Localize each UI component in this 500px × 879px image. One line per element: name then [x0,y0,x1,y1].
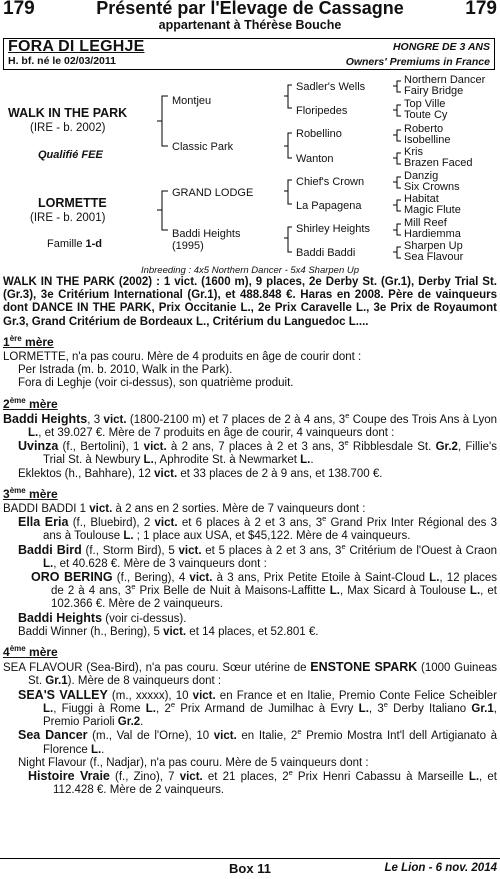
gen4-name: Sharpen Up [404,240,463,252]
gen2-dam-dam-year: (1995) [172,240,204,252]
produce-ella-eria: Ella Eria (f., Bluebird), 2 vict. et 6 places à 2 et 3 ans, 3e Grand Prix Inter Régional des 3 ans à Toulouse L. ; 1 place aux USA, et $45,122. Mère de 4 vainqueurs. [18,514,498,543]
produce-baddi-heights: Baddi Heights (voir ci-dessus). [18,610,187,625]
gen2-dam-dam: Baddi Heights [172,228,241,240]
gen3-name: La Papagena [296,200,362,212]
produce-uvinza: Uvinza (f., Bertolini), 1 vict. à 2 ans, 7 places à 2 et 3 ans, 3e Ribblesdale St. Gr.2, Fillie's Trial St. à Newbury L., Aphrodite St. à Newmarket L.. [18,438,497,467]
gen4-name: Northern Dancer [404,74,486,86]
owners-premiums: Owners' Premiums in France [345,56,490,68]
gen2-sire: Montjeu [172,95,212,107]
bracket-classic-park [284,133,292,158]
produce-oro-bering: ORO BERING (f., Bering), 4 vict. à 3 ans, Prix Petite Etoile à Saint-Cloud L., 12 places de 2 à 4 ans, 3e Prix Belle de Nuit à Maisons-Laffitte L., Max Sicard à Toulouse L., et 102.366 €. Mère de 2 vainqueurs. [31,570,498,611]
gen3-name: Wanton [296,153,334,165]
gen4-name: Mill Reef [404,217,447,229]
dam-info: (IRE - b. 2001) [30,212,106,224]
catalogue-header [0,0,500,38]
bracket-sire [157,96,168,146]
box-number: Box 11 [229,861,271,876]
sire-info: (IRE - b. 2002) [30,122,106,134]
gen4-name: Sea Flavour [404,251,464,263]
gen4-name: Brazen Faced [404,157,473,169]
lot-number-left: 179 [3,0,35,19]
bracket-montjeu [284,85,292,108]
gen4-name: Kris [404,146,423,158]
section-heading-1ere-mere: 1ère mère [3,333,54,349]
gen4-name: Fairy Bridge [404,85,464,97]
horse-title-box [3,38,495,70]
horse-name: FORA DI LEGHJE [8,38,145,55]
page-footer [0,858,500,879]
produce-seas-valley: SEA'S VALLEY (m., xxxxx), 10 vict. en France et en Italie, Premio Conte Felice Scheibler L., Fiuggi à Rome L., 2e Prix Armand de Jumilhac à Evry L., 3e Derby Italiano Gr.1, Premio Parioli Gr.2. [18,687,497,729]
gen4-name: Top Ville [404,98,446,110]
gen4-name: Roberto [404,123,444,135]
second-dam-text: Baddi Heights, 3 vict. (1800-2100 m) et 7 places de 2 à 4 ans, 3e Coupe des Trois Ans à Lyon L., et 39.027 €. Mère de 7 produits en âge de courir, 4 vainqueurs dont : [3,411,497,440]
horse-sex-age: HONGRE DE 3 ANS [392,41,490,53]
gen4-name: Danzig [404,170,439,182]
horse-birth: H. bf. né le 02/03/2011 [8,55,116,67]
qualifie-label: Qualifié FEE [38,149,103,161]
first-dam-text: LORMETTE, n'a pas couru. Mère de 4 produits en âge de courir dont : [3,351,362,364]
third-dam-text: BADDI BADDI 1 vict. à 2 ans en 2 sorties. Mère de 7 vainqueurs dont : [3,503,366,516]
section-heading-2eme-mere: 2ème mère [3,395,58,411]
produce-baddi-winner: Baddi Winner (h., Bering), 5 vict. et 14 places, et 52.801 €. [18,625,319,638]
gen4-name: Toute Cy [404,109,448,121]
pedigree-chart [0,72,500,272]
produce-sea-dancer: Sea Dancer (m., Val de l'Orne), 10 vict. en Italie, 2e Premio Mostra Int'l dell Artigianato à Florence L.. [18,727,497,756]
lot-number-right: 179 [465,0,497,19]
catalogue-text [3,276,497,797]
inbreeding-note: Inbreeding : 4x5 Northern Dancer - 5x4 Sharpen Up [140,265,360,276]
presenter-line: Présenté par l'Elevage de Cassagne [96,0,404,18]
gen2-sire-dam: Classic Park [172,141,234,153]
produce-eklektos: Eklektos (h., Bahhare), 12 vict. et 33 places de 2 à 9 ans, et 138.700 €. [18,467,383,480]
sire-name: WALK IN THE PARK [8,106,128,120]
bracket-grand-lodge [284,180,292,204]
gen4-name: Hardiemma [404,228,461,240]
gen3-name: Floripedes [296,105,348,117]
gen4-name: Habitat [404,193,439,205]
bracket-dam [157,191,168,230]
owner-line: appartenant à Thérèse Bouche [158,18,342,32]
gen3-name: Sadler's Wells [296,81,366,93]
produce-item: Per Istrada (m. b. 2010, Walk in the Park). [18,364,233,377]
bracket-baddi-heights [284,227,292,252]
gen2-dam-sire: GRAND LODGE [172,187,254,199]
gen3-name: Chief's Crown [296,176,365,188]
sale-date: Le Lion - 6 nov. 2014 [384,862,497,874]
dam-name: LORMETTE [38,196,107,210]
section-heading-4eme-mere: 4ème mère [3,644,58,660]
gen3-name: Baddi Baddi [296,247,356,259]
produce-night-flavour: Night Flavour (f., Nadjar), n'a pas couru. Mère de 5 vainqueurs dont : [18,756,369,769]
gen4-name: Six Crowns [404,181,460,193]
gen3-name: Robellino [296,128,342,140]
sire-description: WALK IN THE PARK (2002) : 1 vict. (1600 m), 9 places, 2e Derby St. (Gr.1), Derby Trial St. (Gr.3), 3e Critérium International (Gr.1), et 488.848 €. Haras en 2008. Père de vainqueurs dont DANCE IN THE PARK, Prix Occitanie L., 2e Prix Caravelle L., 3e Prix de Royaumont Gr.3, Grand Critérium de Bordeaux L., Critérium du Languedoc L.... [3,276,497,328]
fourth-dam-text: SEA FLAVOUR (Sea-Bird), n'a pas couru. Sœur utérine de ENSTONE SPARK (1000 Guineas St. Gr.1). Mère de 8 vainqueurs dont : [3,660,497,688]
produce-baddi-bird: Baddi Bird (f., Storm Bird), 5 vict. et 5 places à 2 et 3 ans, 3e Critérium de l'Ouest à Craon L., et 40.628 €. Mère de 3 vainqueurs dont : [18,541,497,570]
gen4-name: Magic Flute [404,204,461,216]
gen4-name: Isobelline [404,134,451,146]
produce-histoire-vraie: Histoire Vraie (f., Zino), 7 vict. et 21 places, 2e Prix Henri Cabassu à Marseille L., et 112.428 €. Mère de 2 vainqueurs. [28,768,497,797]
produce-item: Fora di Leghje (voir ci-dessus), son quatrième produit. [18,377,294,390]
gen3-name: Shirley Heights [296,223,370,235]
famille-label: Famille 1-d [47,238,103,250]
section-heading-3eme-mere: 3ème mère [3,485,58,501]
